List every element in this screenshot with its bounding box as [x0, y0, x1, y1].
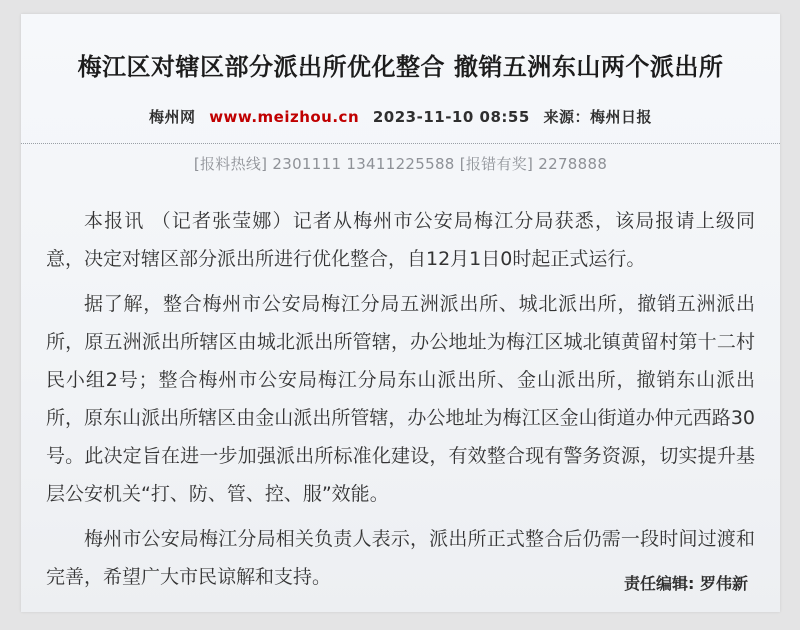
publish-datetime: 2023-11-10 08:55	[372, 108, 530, 126]
article-card	[21, 14, 780, 612]
editor-label: 责任编辑:	[624, 574, 695, 593]
article-meta	[21, 106, 780, 127]
editor-name: 罗伟新	[699, 574, 748, 593]
article-title: 梅江区对辖区部分派出所优化整合 撤销五洲东山两个派出所	[77, 53, 724, 81]
article-paragraph: 据了解，整合梅州市公安局梅江分局五洲派出所、城北派出所，撤销五洲派出所，原五洲派出所辖区由城北派出所管辖，办公地址为梅江区城北镇黄留村第十二村民小组2号；整合梅州市公安局梅江分局东山派出所、金山派出所，撤销东山派出所，原东山派出所辖区由金山派出所管辖，办公地址为梅江区金山街道办仲元西路30号。此决定旨在进一步加强派出所标准化建设，有效整合现有警务资源，切实提升基层公安机关“打、防、管、控、服”效能。	[46, 293, 755, 505]
article-paragraph: 本报讯 （记者张莹娜）记者从梅州市公安局梅江分局获悉，该局报请上级同意，决定对辖区部分派出所进行优化整合，自12月1日0时起正式运行。	[46, 210, 755, 270]
editor-credit	[624, 571, 748, 594]
site-url-link[interactable]: www.meizhou.cn	[209, 108, 360, 126]
source-value: 梅州日报	[590, 108, 653, 126]
site-name: 梅州网	[148, 108, 196, 126]
source-label: 来源：	[543, 108, 591, 126]
dotted-divider	[21, 143, 780, 144]
article-body	[21, 202, 780, 596]
article-paragraph: 梅州市公安局梅江分局相关负责人表示，派出所正式整合后仍需一段时间过渡和完善，希望广大市民谅解和支持。	[46, 528, 755, 588]
hotline-info: [报料热线] 2301111 13411225588 [报错有奖] 2278888	[193, 155, 608, 173]
